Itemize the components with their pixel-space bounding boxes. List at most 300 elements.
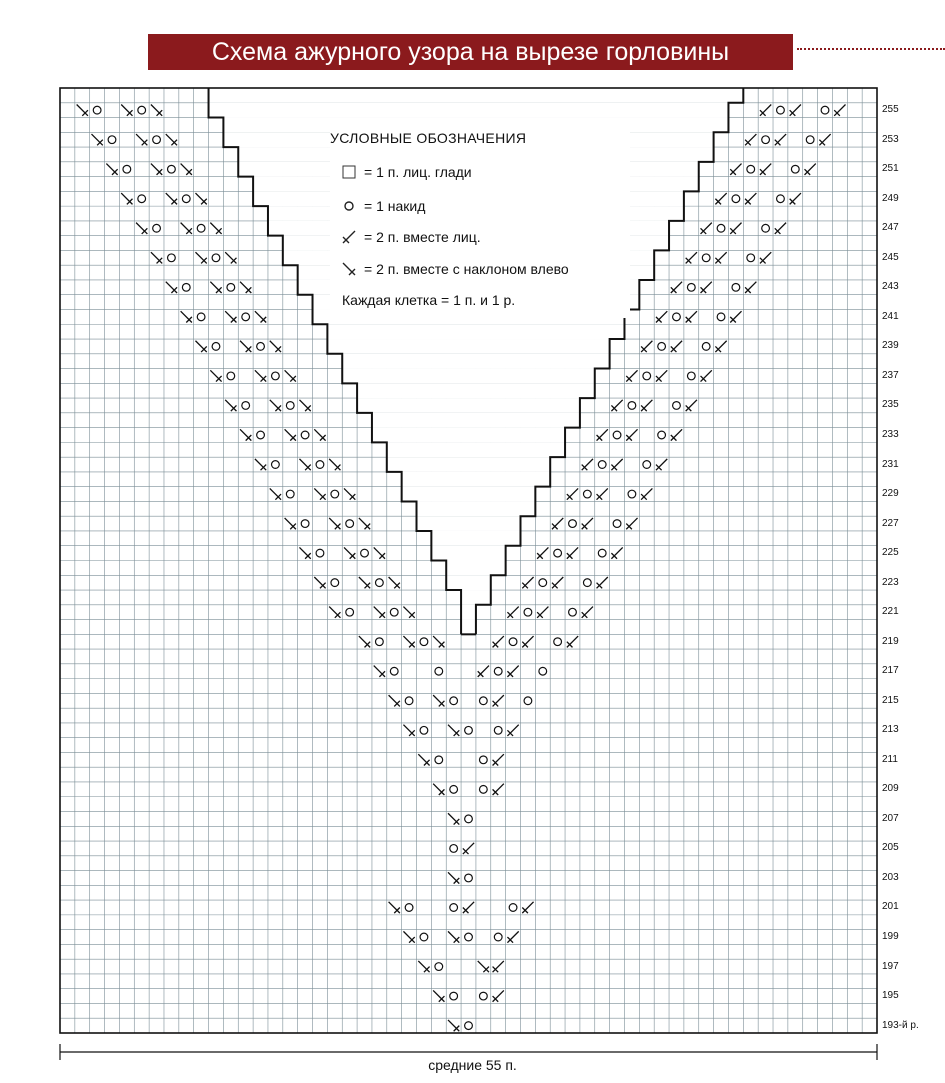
ssk-symbol bbox=[270, 341, 281, 352]
yarn-over-symbol bbox=[227, 283, 235, 291]
yarn-over-symbol bbox=[598, 549, 606, 557]
ssk-symbol bbox=[433, 990, 444, 1001]
ssk-symbol bbox=[359, 636, 370, 647]
ssk-symbol bbox=[255, 311, 266, 322]
k2tog-symbol bbox=[745, 282, 756, 293]
yarn-over-symbol bbox=[747, 254, 755, 262]
yarn-over-symbol bbox=[346, 608, 354, 616]
k2tog-symbol bbox=[701, 282, 712, 293]
ssk-symbol bbox=[359, 577, 370, 588]
row-label: 223 bbox=[882, 576, 899, 588]
row-label: 209 bbox=[882, 783, 899, 795]
neckline-cutout-row bbox=[372, 413, 580, 428]
ssk-symbol bbox=[329, 459, 340, 470]
row-label: 215 bbox=[882, 694, 899, 706]
k2tog-symbol bbox=[715, 193, 726, 204]
yarn-over-symbol bbox=[658, 343, 666, 351]
yarn-over-symbol bbox=[524, 608, 532, 616]
ssk-symbol bbox=[285, 518, 296, 529]
neckline-cutout-row bbox=[387, 457, 550, 472]
k2tog-symbol bbox=[493, 754, 504, 765]
neckline-cutout-row bbox=[357, 398, 580, 413]
k2tog-symbol bbox=[611, 459, 622, 470]
yarn-over-symbol bbox=[450, 697, 458, 705]
ssk-symbol bbox=[210, 223, 221, 234]
ssk-symbol bbox=[403, 607, 414, 618]
ssk-symbol bbox=[270, 488, 281, 499]
yarn-over-symbol bbox=[777, 106, 785, 114]
neckline-cutout-row bbox=[417, 516, 521, 531]
k2tog-symbol bbox=[463, 843, 474, 854]
k2tog-symbol bbox=[478, 666, 489, 677]
ssk-symbol bbox=[77, 105, 88, 116]
ssk-symbol bbox=[418, 754, 429, 765]
yarn-over-symbol bbox=[286, 490, 294, 498]
ssk-symbol bbox=[151, 252, 162, 263]
row-label: 245 bbox=[882, 251, 899, 263]
ssk-symbol bbox=[389, 695, 400, 706]
yarn-over-symbol bbox=[108, 136, 116, 144]
yarn-over-symbol bbox=[702, 343, 710, 351]
legend-item-yarn-over bbox=[340, 196, 425, 216]
k2tog-symbol bbox=[552, 577, 563, 588]
k2tog-symbol bbox=[463, 902, 474, 913]
ssk-symbol bbox=[240, 282, 251, 293]
k2tog-symbol bbox=[656, 370, 667, 381]
k2tog-symbol bbox=[730, 311, 741, 322]
k2tog-symbol bbox=[790, 193, 801, 204]
neckline-cutout-row bbox=[327, 339, 609, 354]
yarn-over-symbol bbox=[673, 402, 681, 410]
k2tog-symbol bbox=[745, 193, 756, 204]
neckline-cutout-row bbox=[209, 103, 729, 118]
k2tog-symbol bbox=[730, 223, 741, 234]
k2tog-symbol bbox=[730, 164, 741, 175]
ssk-symbol bbox=[255, 370, 266, 381]
row-label: 237 bbox=[882, 369, 899, 381]
ssk-symbol bbox=[181, 164, 192, 175]
row-label: 241 bbox=[882, 310, 899, 322]
ssk-symbol bbox=[106, 164, 117, 175]
yarn-over-symbol bbox=[509, 638, 517, 646]
ssk-symbol bbox=[225, 400, 236, 411]
row-label: 193-й р. bbox=[882, 1019, 919, 1031]
ssk-symbol bbox=[210, 282, 221, 293]
yarn-over-symbol bbox=[316, 549, 324, 557]
row-label: 247 bbox=[882, 222, 899, 234]
yarn-over-symbol bbox=[93, 106, 101, 114]
k2tog-symbol bbox=[671, 341, 682, 352]
yarn-over-symbol bbox=[361, 549, 369, 557]
ssk-symbol bbox=[403, 725, 414, 736]
yarn-over-symbol bbox=[539, 667, 547, 675]
k2tog-symbol bbox=[493, 784, 504, 795]
yarn-over-symbol bbox=[494, 667, 502, 675]
yarn-over-symbol bbox=[376, 579, 384, 587]
yarn-over-symbol bbox=[494, 726, 502, 734]
yarn-over-symbol bbox=[554, 638, 562, 646]
yarn-over-symbol bbox=[405, 697, 413, 705]
yarn-over-symbol bbox=[331, 579, 339, 587]
k2tog-symbol bbox=[597, 577, 608, 588]
neckline-cutout-row bbox=[446, 561, 505, 576]
yarn-over-symbol bbox=[673, 313, 681, 321]
ssk-symbol bbox=[166, 282, 177, 293]
row-label: 213 bbox=[882, 724, 899, 736]
legend-item-label: = 1 накид bbox=[364, 198, 426, 214]
yarn-over-symbol bbox=[628, 402, 636, 410]
k2tog-symbol bbox=[567, 636, 578, 647]
k2tog-symbol bbox=[597, 488, 608, 499]
yarn-over-symbol bbox=[687, 372, 695, 380]
neckline-cutout-row bbox=[446, 575, 491, 590]
yarn-over-symbol bbox=[613, 431, 621, 439]
k2tog-symbol bbox=[805, 164, 816, 175]
yarn-over-symbol bbox=[569, 520, 577, 528]
yarn-over-symbol bbox=[613, 520, 621, 528]
ssk-symbol bbox=[240, 429, 251, 440]
row-label: 249 bbox=[882, 192, 899, 204]
k2tog-symbol bbox=[641, 488, 652, 499]
ssk-symbol bbox=[314, 577, 325, 588]
row-label: 211 bbox=[882, 753, 898, 765]
k2tog-symbol bbox=[552, 518, 563, 529]
yarn-over-symbol bbox=[569, 608, 577, 616]
ssk-symbol bbox=[91, 134, 102, 145]
yarn-over-symbol bbox=[732, 195, 740, 203]
ssk-symbol bbox=[478, 961, 489, 972]
yarn-over-symbol bbox=[465, 815, 473, 823]
row-label: 219 bbox=[882, 635, 899, 647]
yarn-over-symbol bbox=[465, 874, 473, 882]
row-label: 231 bbox=[882, 458, 899, 470]
k2tog-symbol bbox=[686, 311, 697, 322]
ssk-symbol bbox=[166, 134, 177, 145]
neckline-cutout-row bbox=[209, 88, 744, 103]
yarn-over-symbol bbox=[376, 638, 384, 646]
ssk-symbol bbox=[181, 223, 192, 234]
row-label: 207 bbox=[882, 812, 899, 824]
ssk-symbol bbox=[403, 931, 414, 942]
yarn-over-symbol bbox=[272, 372, 280, 380]
k2tog-symbol bbox=[626, 370, 637, 381]
neckline-cutout-row bbox=[327, 324, 624, 339]
k2tog-symbol bbox=[671, 282, 682, 293]
neckline-cutout-row bbox=[431, 546, 505, 561]
yarn-over-symbol bbox=[524, 697, 532, 705]
yarn-over-symbol bbox=[257, 431, 265, 439]
yarn-over-symbol bbox=[316, 461, 324, 469]
ssk-symbol bbox=[418, 961, 429, 972]
k2tog-symbol bbox=[597, 429, 608, 440]
yarn-over-symbol bbox=[465, 726, 473, 734]
ssk-symbol bbox=[136, 134, 147, 145]
yarn-over-symbol bbox=[539, 579, 547, 587]
k2tog-symbol bbox=[507, 666, 518, 677]
k2tog-symbol bbox=[493, 636, 504, 647]
yarn-over-symbol bbox=[583, 579, 591, 587]
yarn-over-symbol bbox=[153, 136, 161, 144]
legend bbox=[330, 128, 630, 318]
k2tog-symbol bbox=[656, 311, 667, 322]
ssk-symbol bbox=[255, 459, 266, 470]
k2tog-symbol bbox=[701, 370, 712, 381]
yarn-over-symbol bbox=[420, 638, 428, 646]
ssk-symbol bbox=[299, 547, 310, 558]
k2tog-symbol bbox=[522, 636, 533, 647]
ssk-symbol bbox=[329, 518, 340, 529]
neckline-cutout-row bbox=[357, 383, 595, 398]
yarn-over-symbol bbox=[821, 106, 829, 114]
yarn-over-symbol bbox=[168, 165, 176, 173]
yarn-over-symbol bbox=[747, 165, 755, 173]
k2tog-symbol bbox=[641, 341, 652, 352]
k2tog-symbol bbox=[641, 400, 652, 411]
k2tog-symbol bbox=[567, 547, 578, 558]
yarn-over-symbol bbox=[762, 224, 770, 232]
k2tog-symbol bbox=[775, 223, 786, 234]
yarn-over-symbol bbox=[732, 283, 740, 291]
k2tog-symbol bbox=[611, 400, 622, 411]
neckline-cutout-row bbox=[342, 369, 595, 384]
k2tog-symbol bbox=[507, 607, 518, 618]
ssk-symbol bbox=[344, 488, 355, 499]
neckline-cutout-row bbox=[431, 531, 520, 546]
yarn-over-symbol bbox=[628, 490, 636, 498]
row-label: 233 bbox=[882, 428, 899, 440]
k2tog-symbol bbox=[611, 547, 622, 558]
ssk-symbol bbox=[448, 1020, 459, 1031]
k2tog-symbol bbox=[775, 134, 786, 145]
yarn-over-symbol bbox=[687, 283, 695, 291]
yarn-over-symbol bbox=[702, 254, 710, 262]
yarn-over-symbol bbox=[777, 195, 785, 203]
yarn-over-symbol bbox=[450, 992, 458, 1000]
legend-item-label: = 2 п. вместе с наклоном влево bbox=[364, 261, 569, 277]
k2tog-symbol bbox=[582, 607, 593, 618]
yarn-over-symbol bbox=[450, 904, 458, 912]
k2tog-symbol bbox=[582, 459, 593, 470]
row-label: 243 bbox=[882, 281, 899, 293]
row-label: 239 bbox=[882, 340, 899, 352]
yarn-over-symbol bbox=[138, 195, 146, 203]
ssk-symbol bbox=[359, 518, 370, 529]
row-label: 227 bbox=[882, 517, 899, 529]
ssk-symbol bbox=[344, 547, 355, 558]
row-label: 221 bbox=[882, 606, 899, 618]
ssk-symbol bbox=[433, 784, 444, 795]
ssk-symbol bbox=[299, 459, 310, 470]
ssk-symbol bbox=[285, 370, 296, 381]
yarn-over-symbol bbox=[242, 313, 250, 321]
ssk-symbol bbox=[299, 400, 310, 411]
yarn-over-symbol bbox=[286, 402, 294, 410]
ssk-symbol bbox=[329, 607, 340, 618]
legend-item-label: = 1 п. лиц. глади bbox=[364, 164, 472, 180]
yarn-over-symbol bbox=[257, 343, 265, 351]
k2tog-symbol bbox=[656, 459, 667, 470]
row-label: 199 bbox=[882, 931, 899, 943]
k2tog-symbol bbox=[493, 695, 504, 706]
yarn-over-symbol bbox=[465, 1022, 473, 1030]
ssk-symbol bbox=[314, 429, 325, 440]
yarn-over-symbol bbox=[643, 372, 651, 380]
yarn-over-symbol bbox=[435, 667, 443, 675]
k2tog-symbol bbox=[493, 961, 504, 972]
row-label: 217 bbox=[882, 665, 899, 677]
yarn-over-symbol bbox=[658, 431, 666, 439]
legend-item-label: = 2 п. вместе лиц. bbox=[364, 229, 481, 245]
yarn-over-symbol bbox=[346, 520, 354, 528]
k2tog-symbol bbox=[522, 902, 533, 913]
yarn-over-symbol bbox=[405, 904, 413, 912]
yarn-over-symbol bbox=[554, 549, 562, 557]
row-label: 255 bbox=[882, 104, 899, 116]
ssk-symbol bbox=[285, 429, 296, 440]
ssk-symbol bbox=[121, 105, 132, 116]
k2tog-icon bbox=[340, 228, 358, 246]
yarn-over-symbol bbox=[479, 786, 487, 794]
stitch-count-label: средние 55 п. bbox=[428, 1057, 517, 1073]
k2tog-symbol bbox=[522, 577, 533, 588]
yarn-over-symbol bbox=[717, 313, 725, 321]
row-label: 203 bbox=[882, 871, 899, 883]
yarn-over-symbol bbox=[272, 461, 280, 469]
legend-item-k2tog bbox=[340, 227, 481, 247]
ssk-symbol bbox=[195, 193, 206, 204]
neckline-cutout-row bbox=[387, 442, 565, 457]
k2tog-symbol bbox=[493, 990, 504, 1001]
ssk-symbol bbox=[314, 488, 325, 499]
neckline-cutout-row bbox=[342, 354, 609, 369]
yarn-over-symbol bbox=[479, 697, 487, 705]
ssk-symbol bbox=[151, 164, 162, 175]
row-label: 251 bbox=[882, 163, 899, 175]
neckline-cutout-row bbox=[461, 590, 491, 605]
k2tog-symbol bbox=[671, 429, 682, 440]
k2tog-symbol bbox=[819, 134, 830, 145]
yarn-over-symbol bbox=[479, 756, 487, 764]
ssk-symbol bbox=[181, 311, 192, 322]
ssk-symbol bbox=[195, 252, 206, 263]
yarn-over-symbol bbox=[123, 165, 131, 173]
neckline-cutout-row bbox=[402, 472, 551, 487]
row-label: 195 bbox=[882, 990, 899, 1002]
k2tog-symbol bbox=[626, 429, 637, 440]
ssk-symbol bbox=[210, 370, 221, 381]
ssk-symbol bbox=[374, 547, 385, 558]
yarn-over-symbol bbox=[182, 195, 190, 203]
neckline-cutout-row bbox=[372, 428, 565, 443]
ssk-symbol bbox=[195, 341, 206, 352]
ssk-symbol bbox=[389, 577, 400, 588]
ssk-symbol bbox=[151, 105, 162, 116]
yarn-over-symbol bbox=[479, 992, 487, 1000]
k2tog-symbol bbox=[745, 134, 756, 145]
yarn-over-symbol bbox=[301, 520, 309, 528]
yarn-over-symbol bbox=[390, 608, 398, 616]
square-icon bbox=[340, 163, 358, 181]
yarn-over-symbol bbox=[435, 963, 443, 971]
row-label: 253 bbox=[882, 133, 899, 145]
k2tog-symbol bbox=[507, 931, 518, 942]
yarn-over-symbol bbox=[197, 313, 205, 321]
ssk-symbol bbox=[448, 872, 459, 883]
yarn-over-symbol bbox=[227, 372, 235, 380]
yarn-over-symbol bbox=[465, 933, 473, 941]
k2tog-symbol bbox=[582, 518, 593, 529]
ssk-symbol bbox=[166, 193, 177, 204]
yarn-over-symbol bbox=[583, 490, 591, 498]
k2tog-symbol bbox=[507, 725, 518, 736]
k2tog-symbol bbox=[626, 518, 637, 529]
ssk-symbol bbox=[240, 341, 251, 352]
k2tog-symbol bbox=[701, 223, 712, 234]
yarn-over-symbol bbox=[435, 756, 443, 764]
legend-title: УСЛОВНЫЕ ОБОЗНАЧЕНИЯ bbox=[330, 130, 527, 146]
yarn-over-symbol bbox=[450, 786, 458, 794]
ssk-symbol bbox=[225, 252, 236, 263]
k2tog-symbol bbox=[686, 400, 697, 411]
k2tog-symbol bbox=[537, 547, 548, 558]
yarn-over-symbol bbox=[301, 431, 309, 439]
k2tog-symbol bbox=[760, 252, 771, 263]
ssk-symbol bbox=[448, 931, 459, 942]
yarn-over-symbol bbox=[182, 283, 190, 291]
legend-item-knit bbox=[340, 162, 472, 182]
k2tog-symbol bbox=[760, 164, 771, 175]
yarn-over-symbol bbox=[806, 136, 814, 144]
k2tog-symbol bbox=[834, 105, 845, 116]
yarn-over-symbol bbox=[598, 461, 606, 469]
ssk-symbol bbox=[270, 400, 281, 411]
ssk-symbol bbox=[225, 311, 236, 322]
yarn-over-symbol bbox=[212, 343, 220, 351]
row-label: 201 bbox=[882, 901, 899, 913]
ssk-symbol bbox=[403, 636, 414, 647]
yarn-over-symbol bbox=[450, 845, 458, 853]
ssk-symbol bbox=[448, 813, 459, 824]
row-label: 205 bbox=[882, 842, 899, 854]
neckline-cutout-row bbox=[417, 501, 536, 516]
k2tog-symbol bbox=[790, 105, 801, 116]
yarn-over-symbol bbox=[494, 933, 502, 941]
yarn-over-symbol bbox=[331, 490, 339, 498]
yarn-over-symbol bbox=[643, 461, 651, 469]
k2tog-symbol bbox=[715, 252, 726, 263]
yarn-over-symbol bbox=[153, 224, 161, 232]
k2tog-symbol bbox=[537, 607, 548, 618]
yarn-over-symbol bbox=[390, 667, 398, 675]
k2tog-symbol bbox=[686, 252, 697, 263]
yarn-over-symbol bbox=[509, 904, 517, 912]
legend-item-ssk bbox=[340, 259, 569, 279]
circle-icon bbox=[340, 197, 358, 215]
neckline-cutout-row bbox=[402, 487, 536, 502]
yarn-over-symbol bbox=[762, 136, 770, 144]
yarn-over-symbol bbox=[242, 402, 250, 410]
neckline-cutout-row bbox=[461, 605, 476, 620]
yarn-over-symbol bbox=[197, 224, 205, 232]
row-label: 197 bbox=[882, 960, 899, 972]
neckline-cutout-row bbox=[461, 620, 476, 635]
yarn-over-symbol bbox=[420, 933, 428, 941]
k2tog-symbol bbox=[760, 105, 771, 116]
k2tog-symbol bbox=[567, 488, 578, 499]
ssk-symbol bbox=[433, 695, 444, 706]
yarn-over-symbol bbox=[791, 165, 799, 173]
yarn-over-symbol bbox=[138, 106, 146, 114]
